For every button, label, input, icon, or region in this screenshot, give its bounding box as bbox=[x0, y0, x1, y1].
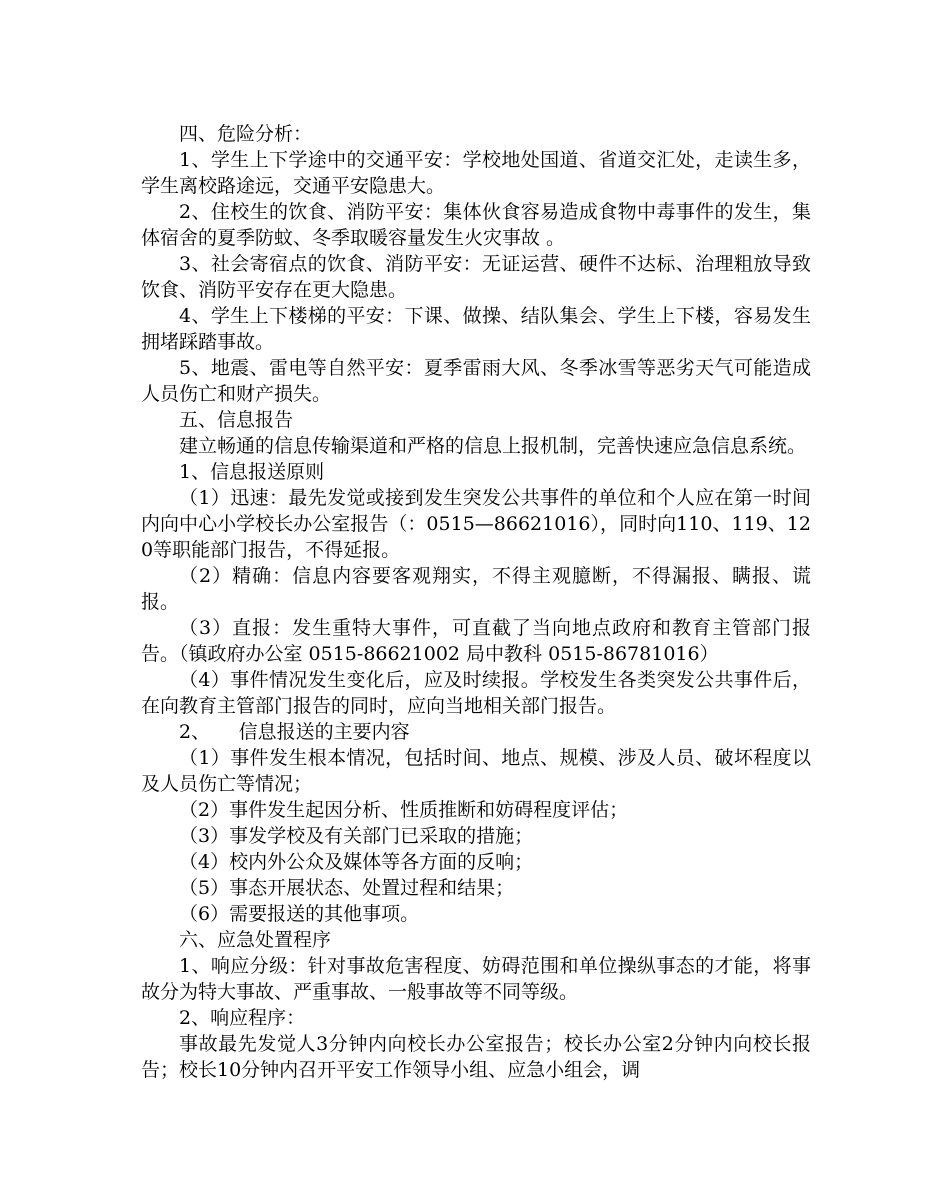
paragraph-natural-safety: 5、地震、雷电等自然平安：夏季雷雨大风、冬季冰雪等恶劣天气可能造成人员伤亡和财产损失。 bbox=[141, 357, 811, 405]
paragraph-content-other: （6）需要报送的其他事项。 bbox=[179, 903, 420, 925]
paragraph-stairs-safety: 4、学生上下楼梯的平安：下课、做操、结队集会、学生上下楼，容易发生拥堵踩踏事故。 bbox=[141, 305, 811, 353]
heading-report-principles: 1、信息报送原则 bbox=[179, 461, 325, 483]
paragraph-principle-accuracy: （2）精确：信息内容要客观翔实，不得主观臆断，不得漏报、瞒报、谎报。 bbox=[141, 565, 811, 613]
heading-report-content: 2、 信息报送的主要内容 bbox=[179, 721, 410, 743]
paragraph-principle-speed: （1）迅速：最先发觉或接到发生突发公共事件的单位和个人应在第一时间内向中心小学校长办公室报告（：0515—86621016），同时向110、119、120等职能部门报告，不得延报。 bbox=[141, 487, 811, 561]
paragraph-response-steps: 事故最先发觉人3分钟内向校长办公室报告；校长办公室2分钟内向校长报告；校长10分钟内召开平安工作领导小组、应急小组会，调 bbox=[141, 1033, 811, 1081]
heading-information-report: 五、信息报告 bbox=[179, 409, 294, 431]
paragraph-lodging-safety: 3、社会寄宿点的饮食、消防平安：无证运营、硬件不达标、治理粗放导致饮食、消防平安存在更大隐患。 bbox=[141, 253, 811, 301]
heading-response-procedure: 2、响应程序： bbox=[179, 1007, 306, 1029]
paragraph-content-cause: （2）事件发生起因分析、性质推断和妨碍程度评估； bbox=[179, 799, 629, 821]
paragraph-content-basic: （1）事件发生根本情况，包括时间、地点、规模、涉及人员、破坏程度以及人员伤亡等情况； bbox=[141, 747, 811, 795]
heading-risk-analysis: 四、危险分析： bbox=[179, 123, 313, 145]
paragraph-boarding-safety: 2、住校生的饮食、消防平安：集体伙食容易造成食物中毒事件的发生，集体宿舍的夏季防蚊、冬季取暖容量发生火灾事故 。 bbox=[141, 201, 811, 249]
paragraph-traffic-safety: 1、学生上下学途中的交通平安：学校地处国道、省道交汇处，走读生多，学生离校路途远，交通平安隐患大。 bbox=[141, 149, 811, 197]
paragraph-content-response: （4）校内外公众及媒体等各方面的反响； bbox=[179, 851, 534, 873]
heading-emergency-procedure: 六、应急处置程序 bbox=[179, 929, 332, 951]
paragraph-content-status: （5）事态开展状态、处置过程和结果； bbox=[179, 877, 515, 899]
paragraph-content-measures: （3）事发学校及有关部门已采取的措施； bbox=[179, 825, 534, 847]
paragraph-principle-direct: （3）直报：发生重特大事件，可直截了当向地点政府和教育主管部门报告。（镇政府办公室 0515-86621002 局中教科 0515-86781016） bbox=[141, 617, 811, 665]
paragraph-principle-followup: （4）事件情况发生变化后，应及时续报。学校发生各类突发公共事件后，在向教育主管部门报告的同时，应向当地相关部门报告。 bbox=[141, 669, 811, 717]
paragraph-response-levels: 1、响应分级：针对事故危害程度、妨碍范围和单位操纵事态的才能，将事故分为特大事故、严重事故、一般事故等不同等级。 bbox=[141, 955, 811, 1003]
paragraph-information-channel: 建立畅通的信息传输渠道和严格的信息上报机制，完善快速应急信息系统。 bbox=[179, 435, 807, 457]
document-body bbox=[141, 121, 811, 1083]
